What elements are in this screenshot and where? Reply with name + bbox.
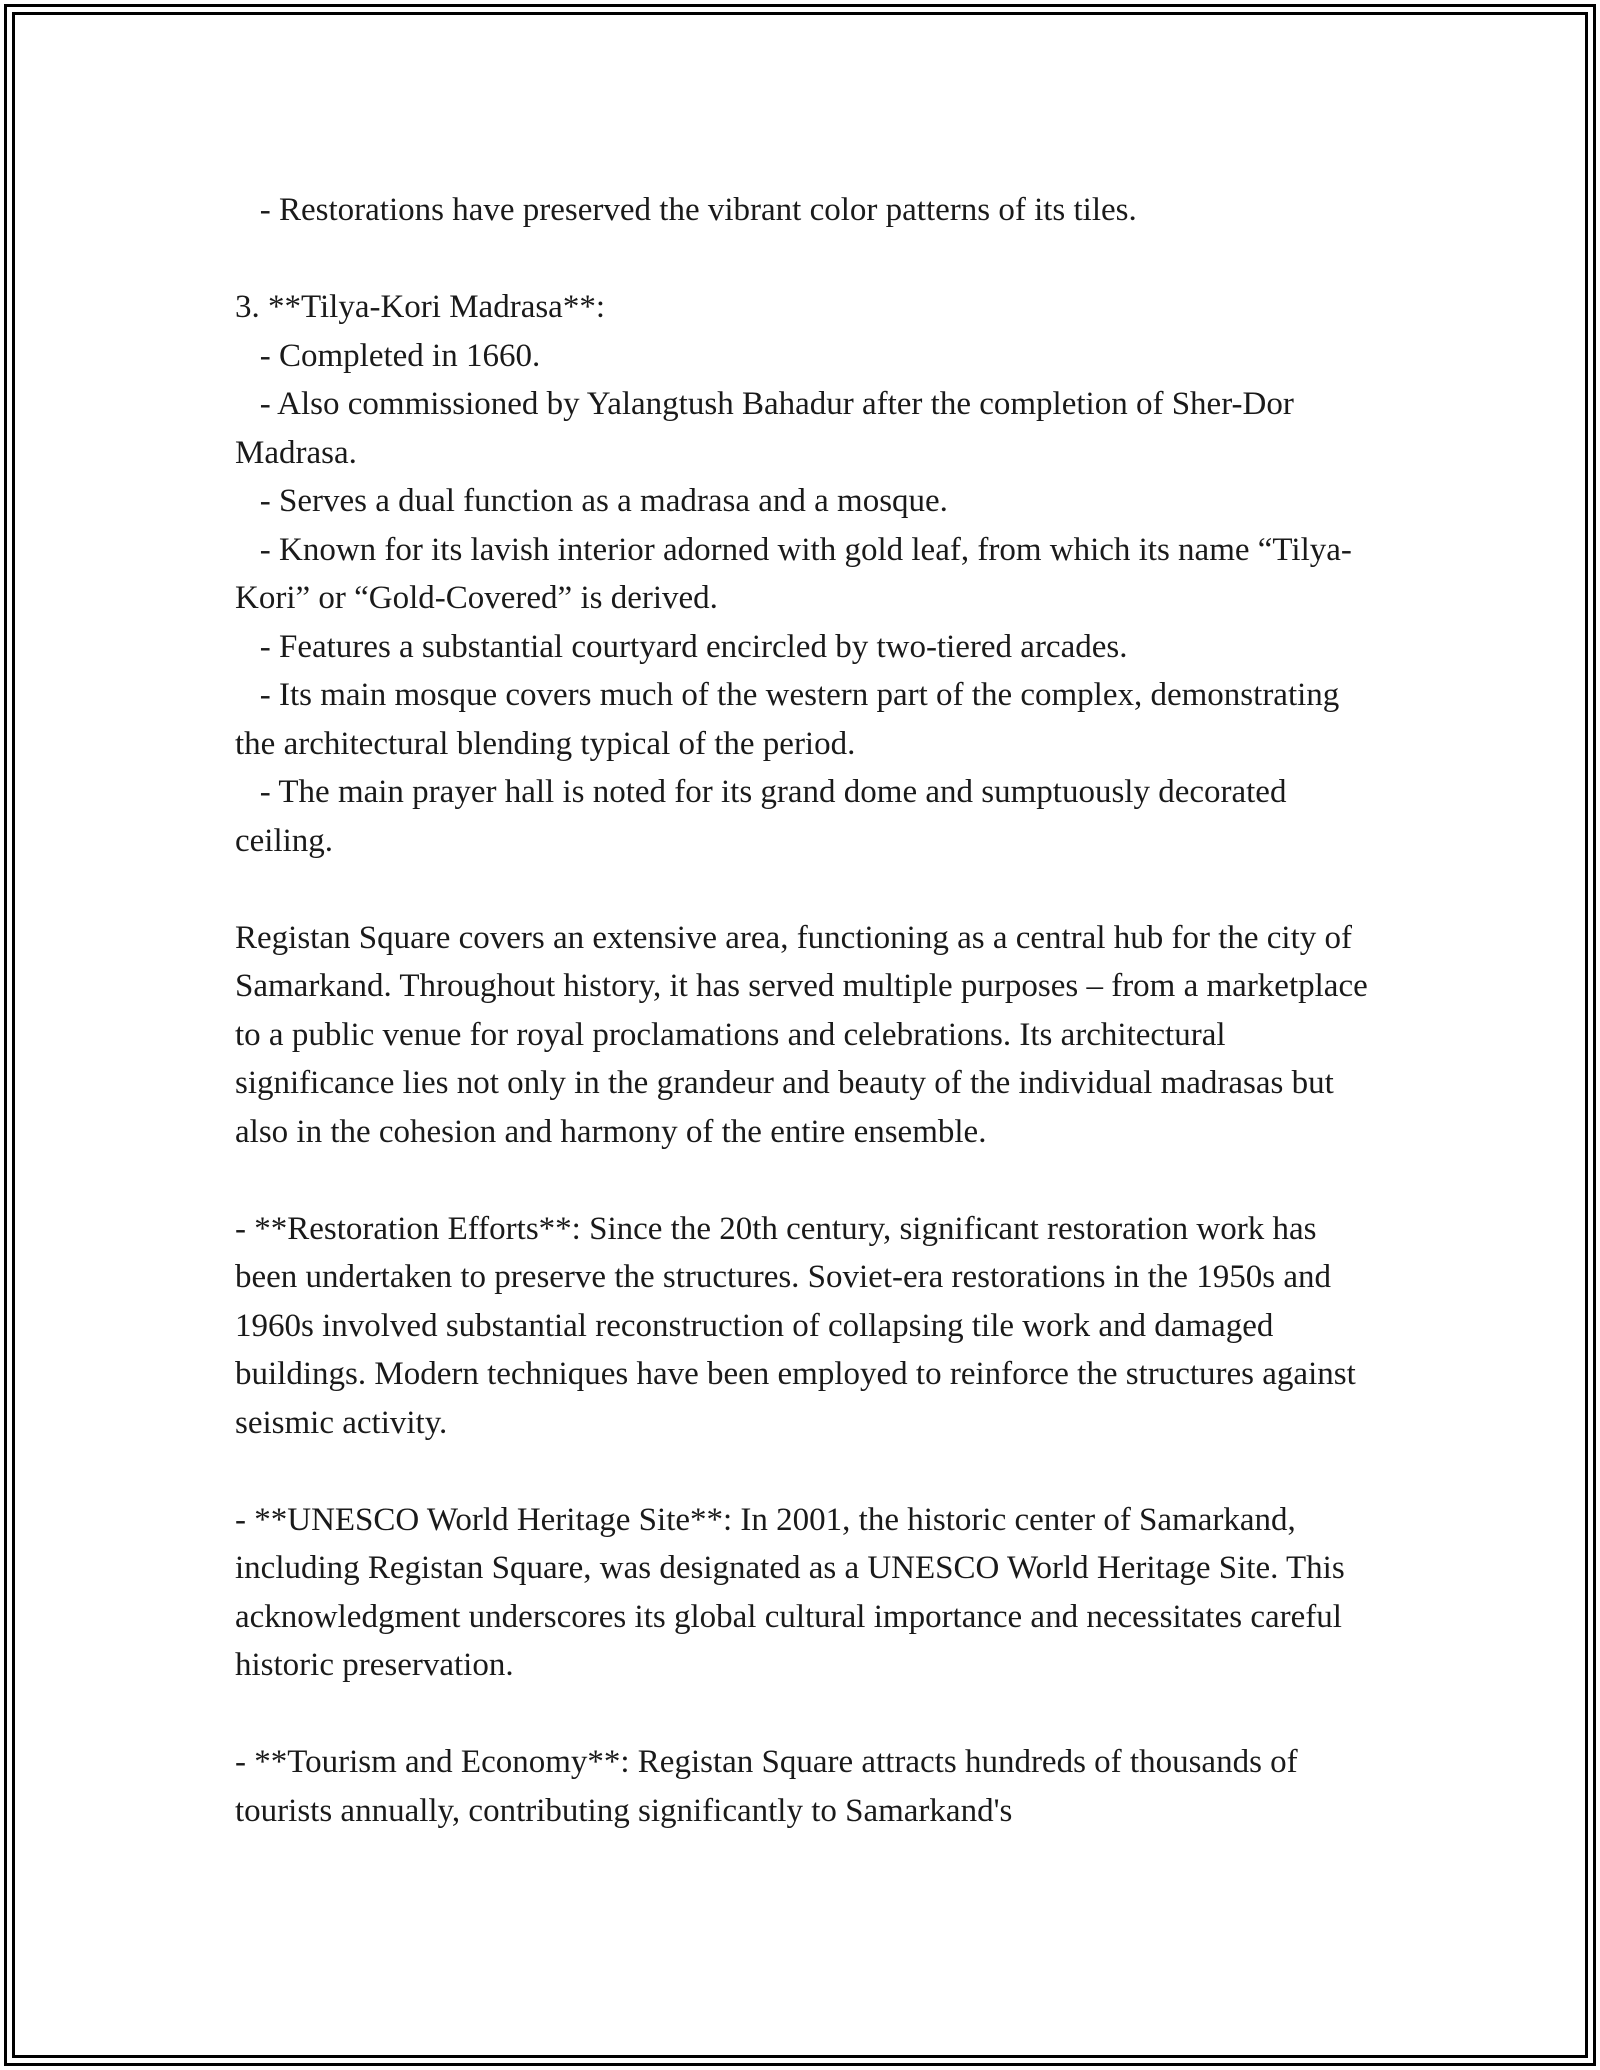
prayer-hall-line: - The main prayer hall is noted for its grand dome and sumptuously decorated ceiling. <box>235 774 1295 859</box>
registan-overview-paragraph: Registan Square covers an extensive area, functioning as a central hub for the city of Samarkand. Throughout history, it has served multiple purposes – from a marketplace to a public venue for royal proclamations and celebrations. Its architectural significance lies not only in the grandeur and beauty of the individual madrasas but also in the cohesion and harmony of the entire ensemble. <box>235 919 1376 1150</box>
gold-leaf-line: - Known for its lavish interior adorned with gold leaf, from which its name “Tilya-Kori” or “Gold-Covered” is derived. <box>235 531 1352 616</box>
paragraph-gap <box>235 1156 1370 1205</box>
paragraph-gap <box>235 865 1370 914</box>
document-body <box>235 186 1376 1835</box>
courtyard-line: - Features a substantial courtyard encircled by two-tiered arcades. <box>235 628 1128 665</box>
tourism-paragraph: - **Tourism and Economy**: Registan Square attracts hundreds of thousands of tourists annually, contributing significantly to Samarkand's <box>235 1744 1306 1829</box>
completed-line: - Completed in 1660. <box>235 337 541 374</box>
paragraph-gap <box>235 235 1370 284</box>
paragraph-gap <box>235 1447 1370 1496</box>
restoration-efforts-paragraph: - **Restoration Efforts**: Since the 20th century, significant restoration work has been undertaken to preserve the structures. Soviet-era restorations in the 1950s and 1960s involved substantial reconstruction of collapsing tile work and damaged buildings. Modern techniques have been employed to reinforce the structures against seismic activity. <box>235 1210 1364 1441</box>
main-mosque-line: - Its main mosque covers much of the western part of the complex, demonstrating the architectural blending typical of the period. <box>235 677 1348 762</box>
unesco-paragraph: - **UNESCO World Heritage Site**: In 2001, the historic center of Samarkand, including Registan Square, was designated as a UNESCO World Heritage Site. This acknowledgment underscores its global cultural importance and necessitates careful historic preservation. <box>235 1501 1353 1683</box>
tilya-kori-heading: 3. **Tilya-Kori Madrasa**: <box>235 289 605 325</box>
restorations-tiles-line: - Restorations have preserved the vibrant color patterns of its tiles. <box>235 192 1137 228</box>
paragraph-gap <box>235 1690 1370 1739</box>
commissioned-line: - Also commissioned by Yalangtush Bahadur after the completion of Sher-Dor Madrasa. <box>235 386 1303 471</box>
dual-function-line: - Serves a dual function as a madrasa and a mosque. <box>235 483 948 519</box>
